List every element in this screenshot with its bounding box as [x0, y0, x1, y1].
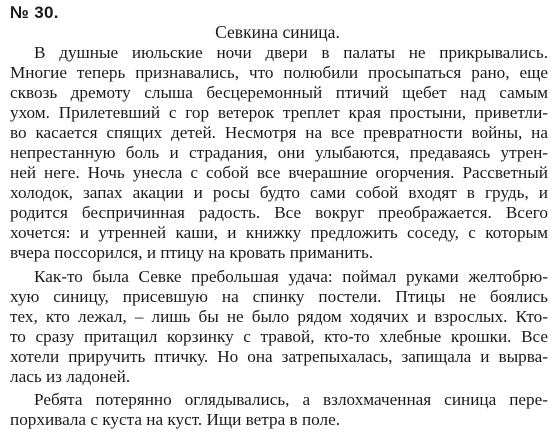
text-line: сквозь дремоту слыша бесцеремонный птичий щебет над самым [10, 83, 548, 102]
text-line: порхивала с куста на куст. Ищи ветра в поле. [10, 410, 341, 429]
text-line: Как-то была Севке пребольшая удача: поймал руками желтобрю- [34, 267, 548, 286]
text-line: хочется: и утренней каши, и книжку предложить соседу, с которым [10, 223, 548, 242]
text-line: хотели приручить птичку. Но она затрепыхалась, запищала и вырва- [10, 347, 548, 366]
text-line: хую синицу, присевшую на спинку постели. Птицы не боялись [10, 287, 548, 306]
text-line: В душные июльские ночи двери в палаты не прикрывались. [34, 43, 548, 62]
text-line: Многие теперь признавались, что полюбили просыпаться рано, еще [10, 63, 548, 82]
text-line: тех, кто лежал, – лишь бы не было рядом ходячих и взрослых. Кто- [10, 307, 548, 326]
exercise-number: № 30. [10, 3, 59, 22]
text-line: во касается спящих детей. Несмотря на все превратности войны, на [10, 123, 548, 142]
text-line: вчера поссорился, и птицу на кровать приманить. [10, 243, 374, 262]
text-line: Ребята потерянно оглядывались, а взлохмаченная синица пере- [34, 390, 548, 409]
text-line: то сразу притащил корзинку с травой, кто-то хлебные крошки. Все [10, 327, 548, 346]
story-title: Севкина синица. [215, 22, 340, 42]
text-line: родится беспричинная радость. Все вокруг преображается. Всего [10, 203, 548, 222]
text-line: непрестанную боль и страдания, они улыбаются, предаваясь утрен- [10, 143, 548, 162]
text-line: лась из ладоней. [10, 367, 131, 386]
text-line: ухом. Прилетевший с гор ветерок треплет края простыни, приветли- [10, 103, 548, 122]
text-line: холодок, запах акации и росы будто сами собой входят в грудь, и [10, 183, 548, 202]
text-line: ней неге. Ночь унесла с собой все вчерашние огорчения. Рассветный [10, 163, 548, 182]
